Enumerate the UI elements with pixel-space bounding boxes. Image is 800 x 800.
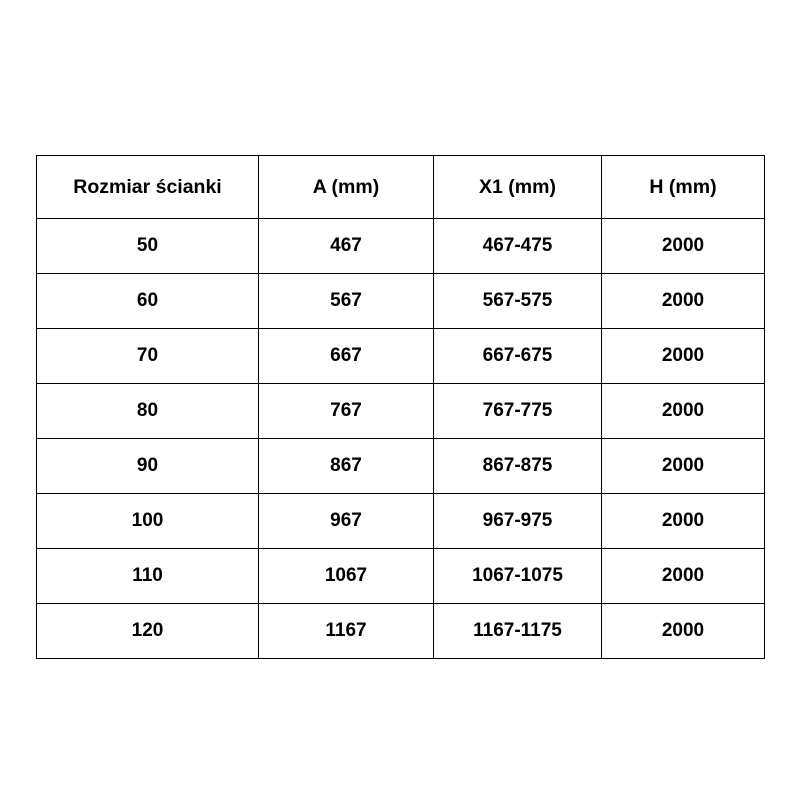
cell-a: 1167	[259, 604, 434, 659]
table-row	[37, 439, 765, 494]
cell-h: 2000	[602, 439, 765, 494]
cell-size: 50	[37, 219, 259, 274]
cell-size: 60	[37, 274, 259, 329]
cell-size: 80	[37, 384, 259, 439]
cell-a: 1067	[259, 549, 434, 604]
cell-size: 70	[37, 329, 259, 384]
cell-x1: 867-875	[434, 439, 602, 494]
cell-a: 567	[259, 274, 434, 329]
cell-a: 867	[259, 439, 434, 494]
cell-x1: 1067-1075	[434, 549, 602, 604]
cell-x1: 467-475	[434, 219, 602, 274]
cell-size: 90	[37, 439, 259, 494]
table-row	[37, 494, 765, 549]
table-row	[37, 274, 765, 329]
cell-h: 2000	[602, 604, 765, 659]
table-body	[37, 219, 765, 659]
cell-a: 967	[259, 494, 434, 549]
cell-x1: 567-575	[434, 274, 602, 329]
cell-x1: 967-975	[434, 494, 602, 549]
cell-x1: 767-775	[434, 384, 602, 439]
cell-h: 2000	[602, 549, 765, 604]
cell-h: 2000	[602, 219, 765, 274]
cell-x1: 667-675	[434, 329, 602, 384]
cell-h: 2000	[602, 329, 765, 384]
column-header-size: Rozmiar ścianki	[37, 156, 259, 219]
table-row	[37, 219, 765, 274]
cell-a: 767	[259, 384, 434, 439]
table-header-row	[37, 156, 765, 219]
specification-table-container	[36, 155, 764, 659]
cell-h: 2000	[602, 494, 765, 549]
cell-size: 100	[37, 494, 259, 549]
table-row	[37, 604, 765, 659]
cell-a: 667	[259, 329, 434, 384]
cell-size: 120	[37, 604, 259, 659]
table-row	[37, 549, 765, 604]
cell-x1: 1167-1175	[434, 604, 602, 659]
table-row	[37, 384, 765, 439]
specification-table	[36, 155, 765, 659]
column-header-a: A (mm)	[259, 156, 434, 219]
cell-h: 2000	[602, 384, 765, 439]
column-header-h: H (mm)	[602, 156, 765, 219]
cell-size: 110	[37, 549, 259, 604]
table-row	[37, 329, 765, 384]
table-header	[37, 156, 765, 219]
cell-a: 467	[259, 219, 434, 274]
cell-h: 2000	[602, 274, 765, 329]
column-header-x1: X1 (mm)	[434, 156, 602, 219]
